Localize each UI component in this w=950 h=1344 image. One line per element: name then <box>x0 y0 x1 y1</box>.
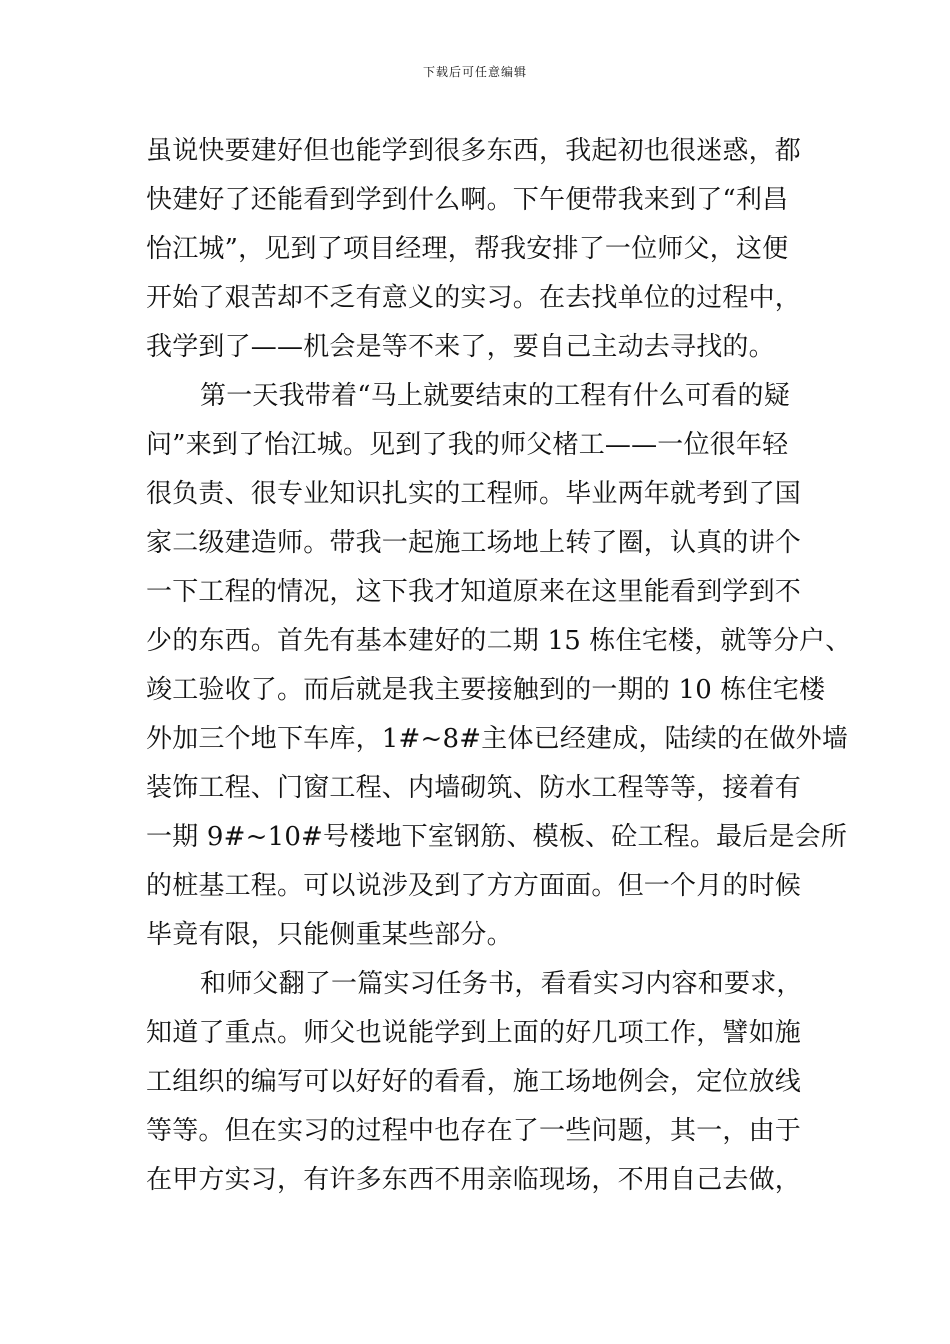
text-line: 外加三个地下车库，1#~8#主体已经建成，陆续的在做外墙 <box>146 724 849 754</box>
text-line: 一期 9#~10#号楼地下室钢筋、模板、砼工程。最后是会所 <box>146 822 848 852</box>
text-line: 问”来到了怡江城。见到了我的师父楮工——一位很年轻 <box>146 430 789 460</box>
text-line: 等等。但在实习的过程中也存在了一些问题，其一，由于 <box>146 1116 802 1146</box>
text-line: 在甲方实习，有许多东西不用亲临现场，不用自己去做， <box>146 1165 802 1195</box>
text-line: 一下工程的情况，这下我才知道原来在这里能看到学到不 <box>146 577 802 607</box>
text-line: 很负责、很专业知识扎实的工程师。毕业两年就考到了国 <box>146 479 802 509</box>
text-line: 竣工验收了。而后就是我主要接触到的一期的 10 栋住宅楼 <box>146 675 826 705</box>
paragraph-3 <box>146 960 826 1205</box>
text-line: 怡江城”，见到了项目经理，帮我安排了一位师父，这便 <box>146 234 789 264</box>
text-line: 开始了艰苦却不乏有意义的实习。在去找单位的过程中， <box>146 283 802 313</box>
text-line: 第一天我带着“马上就要结束的工程有什么可看的疑 <box>200 381 790 411</box>
text-line: 少的东西。首先有基本建好的二期 15 栋住宅楼，就等分户、 <box>146 626 852 656</box>
text-line: 和师父翻了一篇实习任务书，看看实习内容和要求， <box>200 969 803 999</box>
text-line: 家二级建造师。带我一起施工场地上转了圈，认真的讲个 <box>146 528 802 558</box>
text-line: 虽说快要建好但也能学到很多东西，我起初也很迷惑，都 <box>146 136 802 166</box>
text-line: 工组织的编写可以好好的看看，施工场地例会，定位放线 <box>146 1067 802 1097</box>
text-line: 的桩基工程。可以说涉及到了方方面面。但一个月的时候 <box>146 871 802 901</box>
header-note: 下载后可任意编辑 <box>422 65 527 79</box>
text-line: 知道了重点。师父也说能学到上面的好几项工作，譬如施 <box>146 1018 802 1048</box>
paragraph-2 <box>146 372 852 960</box>
text-line: 装饰工程、门窗工程、内墙砌筑、防水工程等等，接着有 <box>146 773 802 803</box>
text-line: 快建好了还能看到学到什么啊。下午便带我来到了“利昌 <box>146 185 789 215</box>
text-line: 毕竟有限，只能侧重某些部分。 <box>146 920 513 950</box>
body-text <box>146 127 852 1205</box>
paragraph-1 <box>146 127 826 372</box>
text-line: 我学到了——机会是等不来了，要自己主动去寻找的。 <box>146 332 775 362</box>
